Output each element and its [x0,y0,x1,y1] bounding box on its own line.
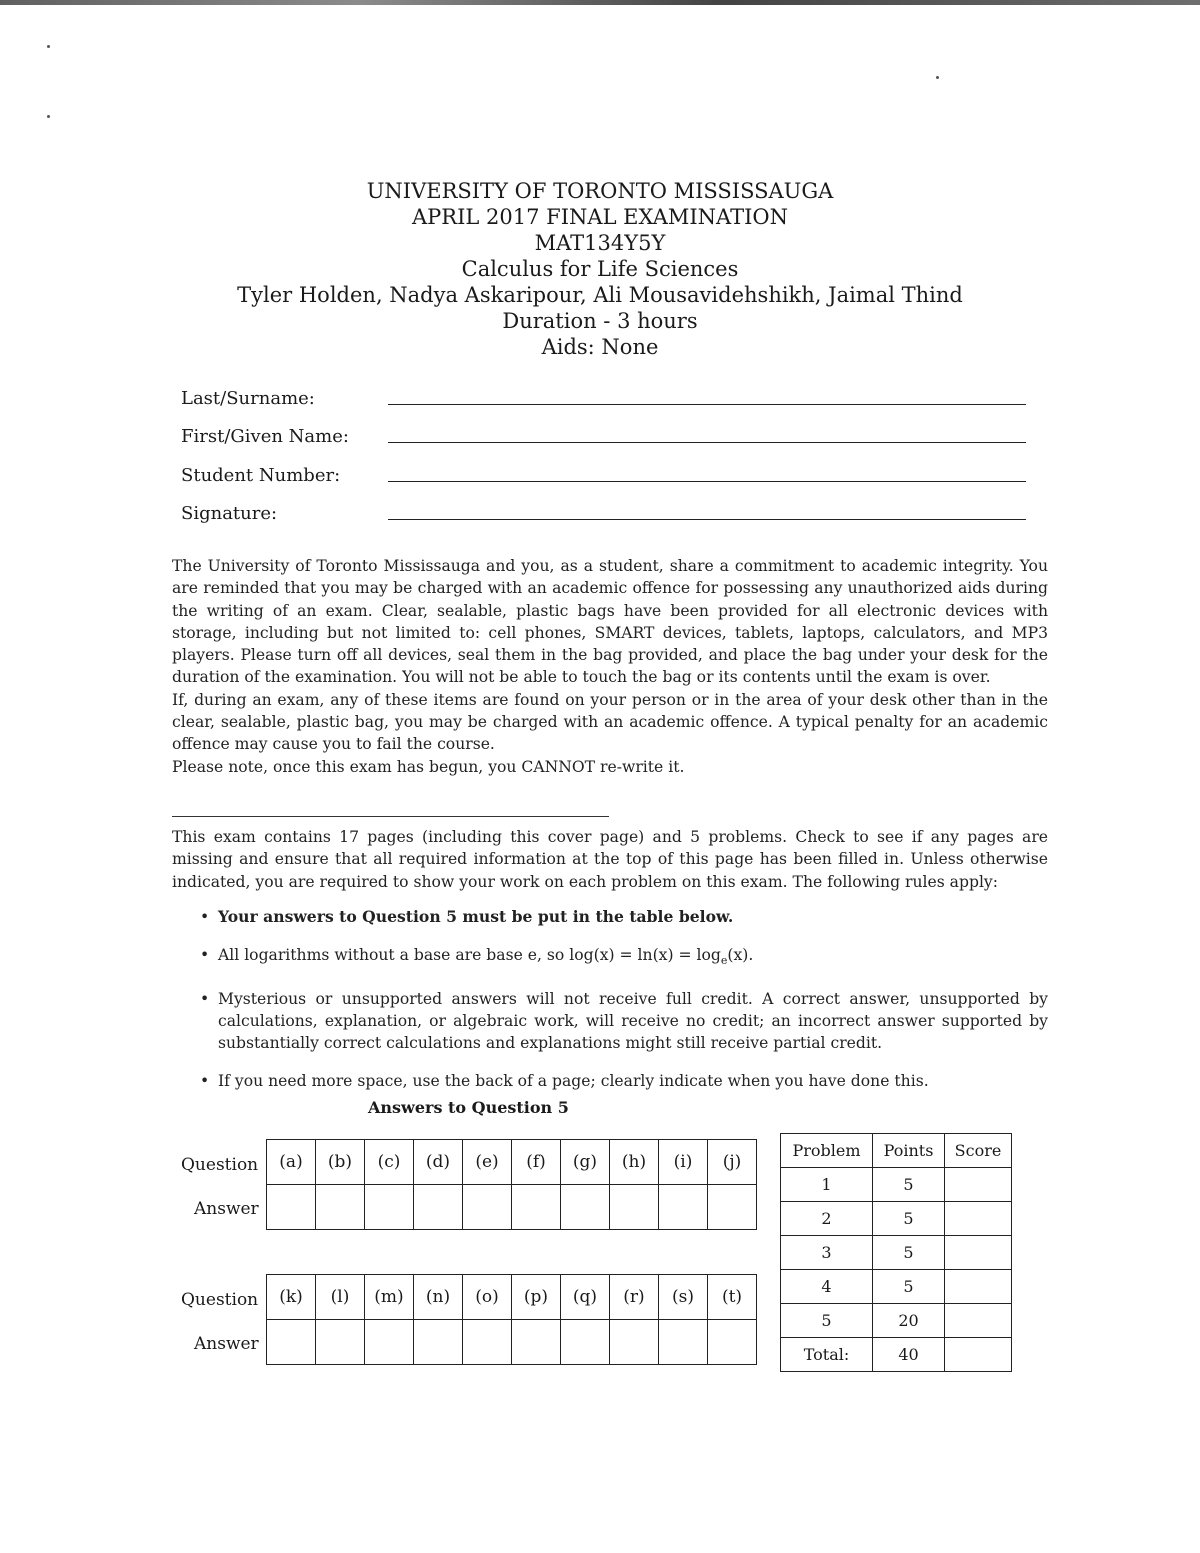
answer-cell[interactable] [610,1185,659,1230]
question-cell: (r) [610,1275,659,1320]
answer-row [267,1185,757,1230]
problem-score[interactable] [945,1304,1012,1338]
answer-row-label: Answer [194,1334,259,1354]
answer-cell[interactable] [659,1185,708,1230]
question-cell: (t) [708,1275,757,1320]
rules-list [200,906,1048,1092]
problem-score[interactable] [945,1202,1012,1236]
exam-session: APRIL 2017 FINAL EXAMINATION [412,205,788,229]
rule-text: Your answers to Question 5 must be put in the table below. [218,907,734,926]
total-row [781,1338,1012,1372]
student-number-label: Student Number: [181,465,341,486]
problem-points: 5 [873,1270,945,1304]
answer-cell[interactable] [561,1185,610,1230]
integrity-paragraph-1: The University of Toronto Mississauga and you, as a student, share a commitment to academic integrity. You are reminded that you may be charged with an academic offence for possessing any unauthorized aids during the writing of an exam. Clear, sealable, plastic bags have been provided for all electronic devices with storage, including but not limited to: cell phones, SMART devices, tablets, laptops, calculators, and MP3 players. Please turn off all devices, seal them in the bag provided, and place the bag under your desk for the duration of the examination. You will not be able to touch the bag or its contents until the exam is over. [172,557,1048,687]
answer-row-label: Answer [194,1199,259,1219]
problem-score[interactable] [945,1270,1012,1304]
question-cell: (k) [267,1275,316,1320]
answer-cell[interactable] [463,1185,512,1230]
question-cell: (p) [512,1275,561,1320]
question-row-label: Question [181,1155,259,1175]
rule-item [200,988,1048,1054]
score-row [781,1304,1012,1338]
signature-field[interactable] [388,519,1026,520]
rule-item [200,906,1048,928]
section-divider [172,816,609,817]
question-cell: (d) [414,1140,463,1185]
rule-item [200,944,1048,972]
answers-title: Answers to Question 5 [368,1098,569,1117]
scan-speck [47,45,50,48]
integrity-paragraph-2: If, during an exam, any of these items are found on your person or in the area of your desk other than in the clear, sealable, plastic bag, you may be charged with an academic offence. A typical penalty for an academic offence may cause you to fail the course. [172,690,1048,754]
university-name: UNIVERSITY OF TORONTO MISSISSAUGA [366,179,834,203]
question-cell: (j) [708,1140,757,1185]
bullet-icon: • [200,990,210,1009]
question-cell: (h) [610,1140,659,1185]
question-cell: (q) [561,1275,610,1320]
answer-cell[interactable] [659,1320,708,1365]
rule-item [200,1070,1048,1092]
answer-cell[interactable] [267,1185,316,1230]
bullet-icon: • [200,946,210,964]
problem-points: 5 [873,1236,945,1270]
answer-table-1 [266,1139,757,1230]
rule-text: Mysterious or unsupported answers will not receive full credit. A correct answer, unsupported by calculations, explanation, or algebraic work, will receive no credit; an incorrect answer supported by substantially correct calculations and explanations might still receive partial credit. [218,990,1048,1053]
scan-speck [47,115,50,118]
answer-cell[interactable] [561,1320,610,1365]
answer-cell[interactable] [708,1185,757,1230]
answer-cell[interactable] [708,1320,757,1365]
score-table [780,1133,1012,1372]
score-row [781,1236,1012,1270]
rule-text-end: (x). [727,946,754,964]
rule-text: If you need more space, use the back of a page; clearly indicate when you have done this. [218,1072,929,1091]
answer-table-2 [266,1274,757,1365]
answer-cell[interactable] [512,1185,561,1230]
question-cell: (a) [267,1140,316,1185]
problem-score[interactable] [945,1236,1012,1270]
course-title: Calculus for Life Sciences [461,257,739,281]
problem-number: 2 [781,1202,873,1236]
question-row [267,1275,757,1320]
exam-header [0,178,1200,360]
rule-text [218,946,754,968]
question-cell: (o) [463,1275,512,1320]
exam-instructions [172,826,1048,893]
total-points: 40 [873,1338,945,1372]
question-cell: (n) [414,1275,463,1320]
answer-cell[interactable] [365,1320,414,1365]
scan-edge [0,0,1200,5]
problem-number: 4 [781,1270,873,1304]
problem-number: 1 [781,1168,873,1202]
problem-points: 5 [873,1168,945,1202]
problem-points: 5 [873,1202,945,1236]
question-cell: (b) [316,1140,365,1185]
bullet-icon: • [200,1072,210,1091]
student-number-field[interactable] [388,481,1026,482]
total-label: Total: [781,1338,873,1372]
score-row [781,1270,1012,1304]
instructors: Tyler Holden, Nadya Askaripour, Ali Mousavidehshikh, Jaimal Thind [237,283,963,307]
score-header-row [781,1134,1012,1168]
question-cell: (g) [561,1140,610,1185]
surname-field[interactable] [388,404,1026,405]
question-cell: (m) [365,1275,414,1320]
question-cell: (i) [659,1140,708,1185]
course-code: MAT134Y5Y [534,231,666,255]
problem-number: 5 [781,1304,873,1338]
given-name-field[interactable] [388,442,1026,443]
question-row [267,1140,757,1185]
answer-cell[interactable] [316,1185,365,1230]
instructions-intro: This exam contains 17 pages (including this cover page) and 5 problems. Check to see if any pages are missing and ensure that all required information at the top of this page has been filled in. Unless otherwise indicated, you are required to show your work on each problem on this exam. The following rules apply: [172,828,1048,891]
integrity-statement [172,555,1048,778]
problem-score[interactable] [945,1168,1012,1202]
question-row-label: Question [181,1290,259,1310]
log-base-subscript: e [720,954,728,968]
answer-cell[interactable] [610,1320,659,1365]
score-header: Score [945,1134,1012,1168]
answer-cell[interactable] [316,1320,365,1365]
answer-cell[interactable] [365,1185,414,1230]
score-row [781,1202,1012,1236]
integrity-paragraph-3: Please note, once this exam has begun, you CANNOT re-write it. [172,757,685,776]
given-name-label: First/Given Name: [181,426,349,447]
problem-points: 20 [873,1304,945,1338]
answer-cell[interactable] [512,1320,561,1365]
answer-cell[interactable] [414,1185,463,1230]
bullet-icon: • [200,908,210,926]
question-cell: (s) [659,1275,708,1320]
question-cell: (c) [365,1140,414,1185]
answer-cell[interactable] [414,1320,463,1365]
surname-label: Last/Surname: [181,388,315,409]
aids: Aids: None [541,335,659,359]
answer-cell[interactable] [463,1320,512,1365]
points-header: Points [873,1134,945,1168]
question-cell: (e) [463,1140,512,1185]
question-cell: (l) [316,1275,365,1320]
answer-cell[interactable] [267,1320,316,1365]
scan-speck [936,76,939,79]
duration: Duration - 3 hours [502,309,698,333]
problem-header: Problem [781,1134,873,1168]
signature-label: Signature: [181,503,278,524]
total-score[interactable] [945,1338,1012,1372]
answer-row [267,1320,757,1365]
rule-text-main: All logarithms without a base are base e, so log(x) = ln(x) = log [218,946,721,964]
score-row [781,1168,1012,1202]
question-cell: (f) [512,1140,561,1185]
problem-number: 3 [781,1236,873,1270]
